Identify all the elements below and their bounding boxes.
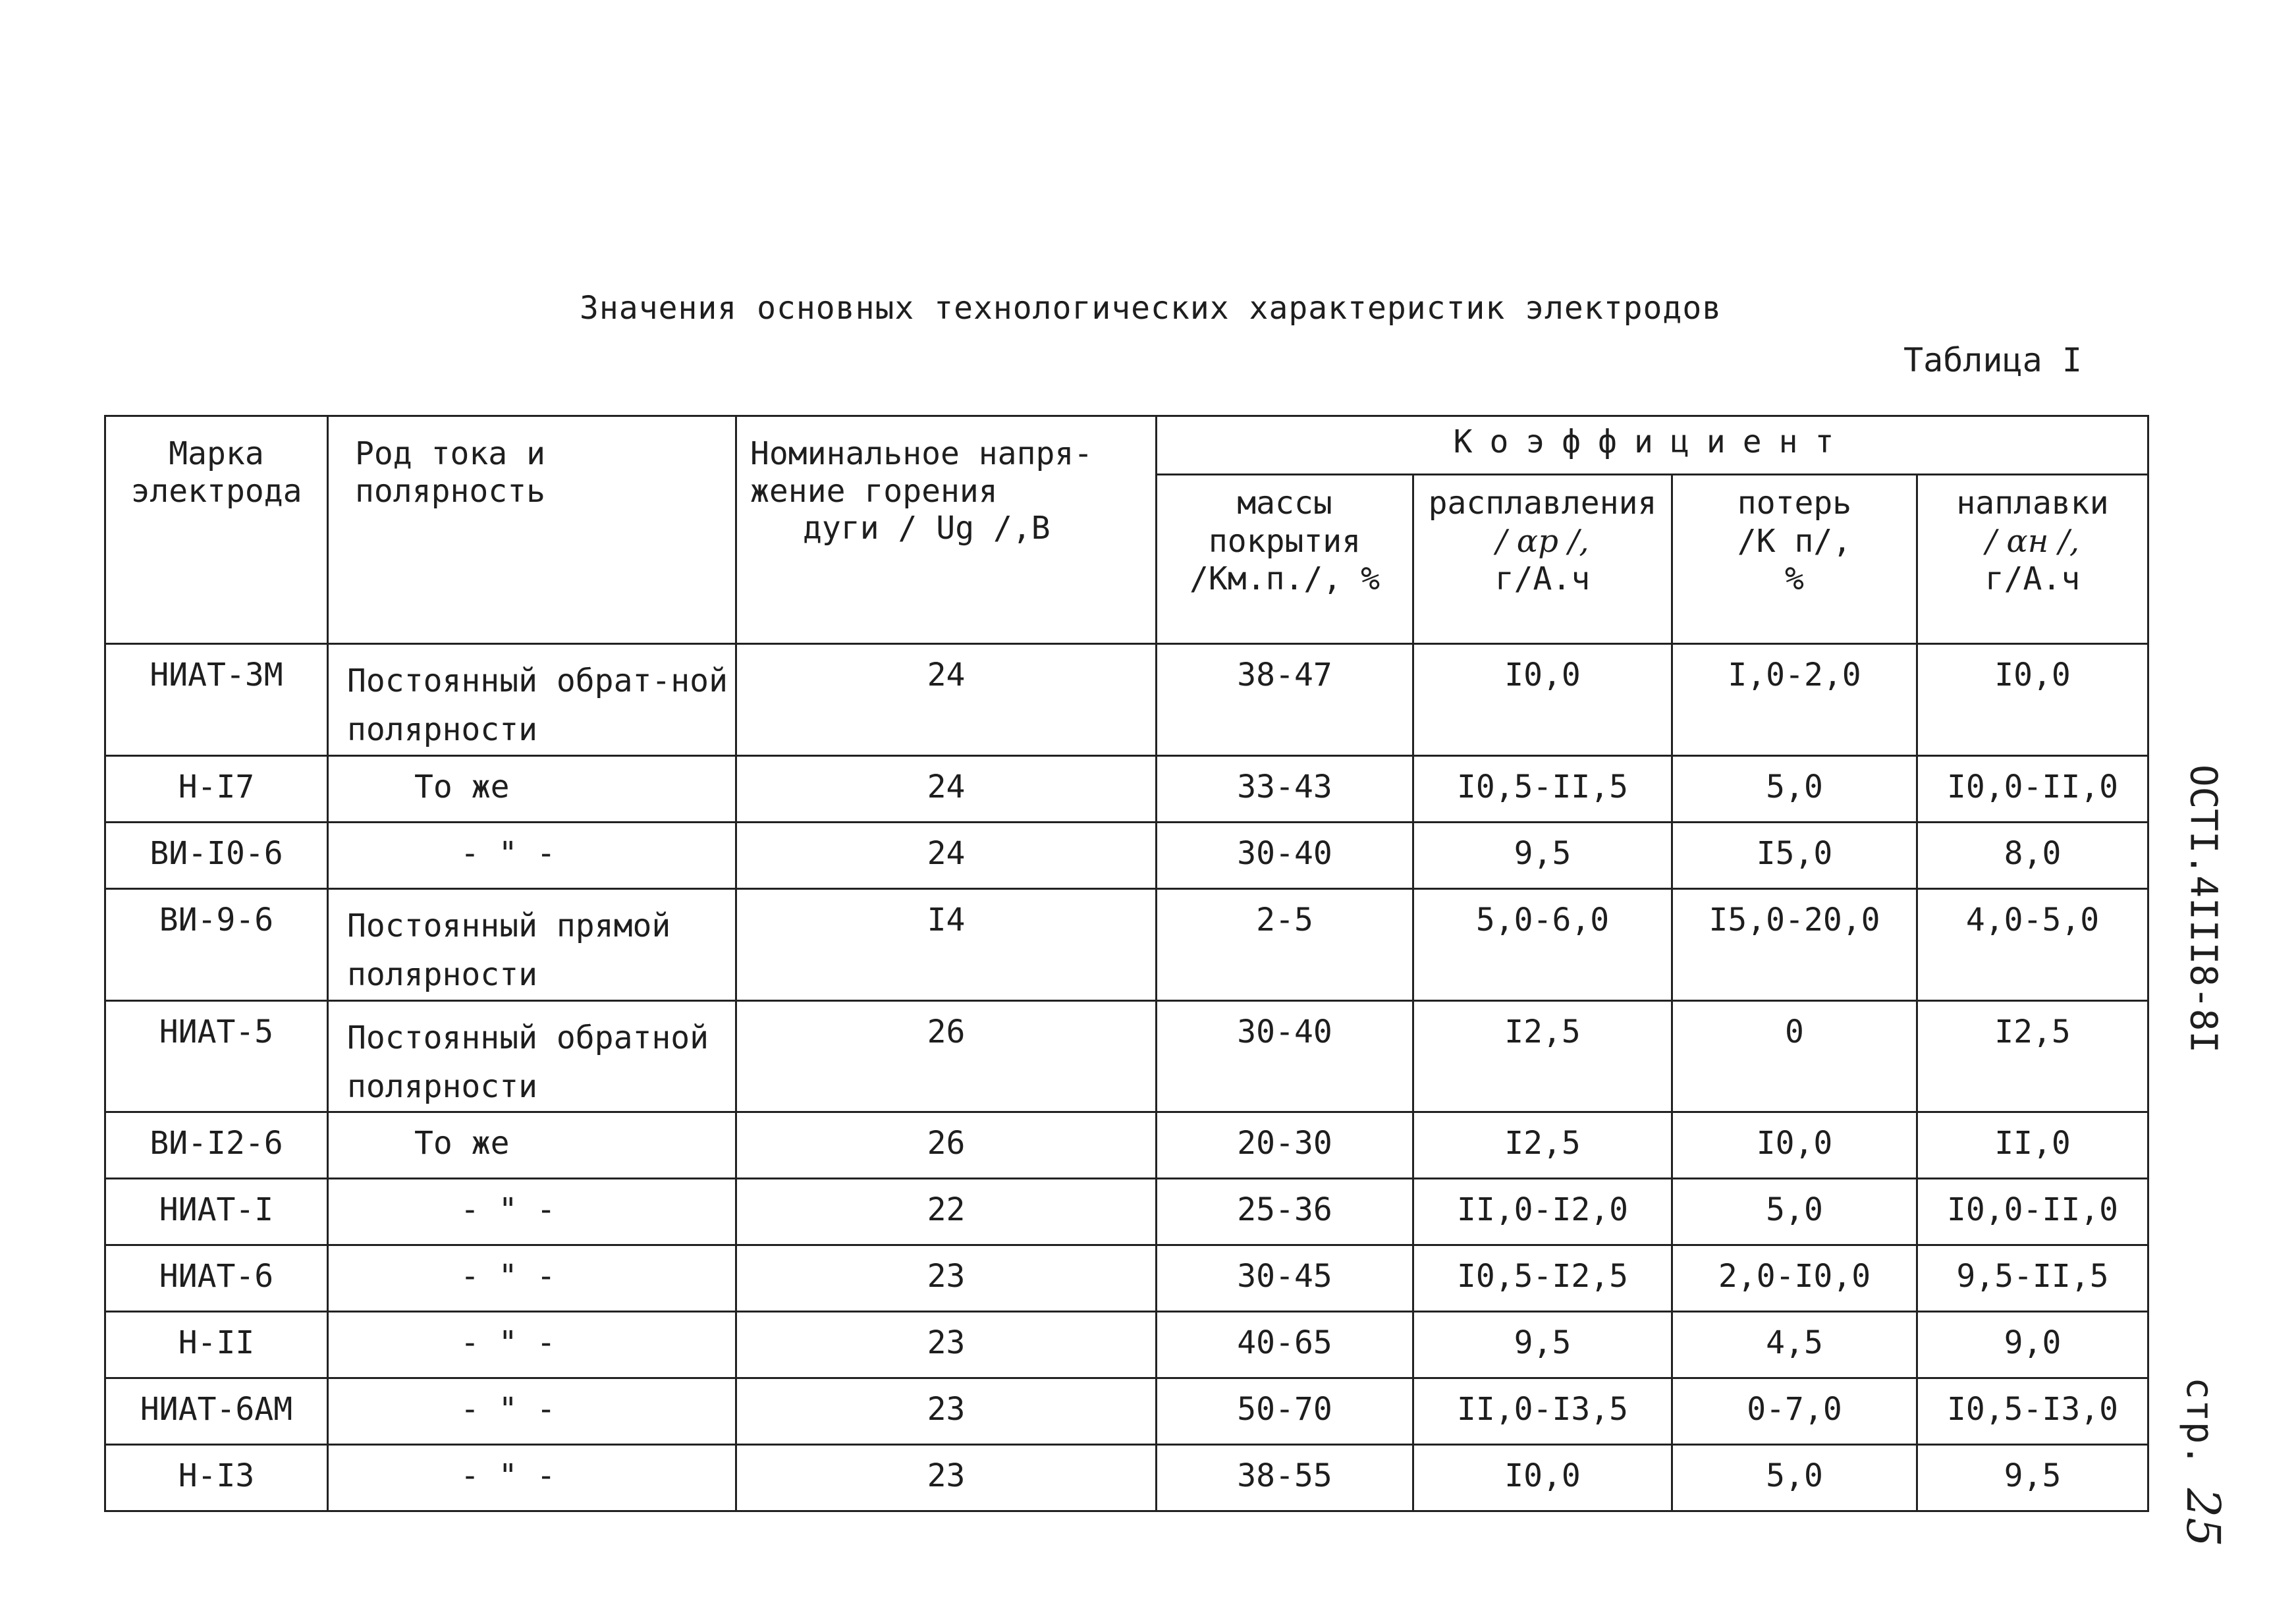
- subheader-symbol: / αр /,: [1496, 522, 1589, 560]
- cell-voltage: 24: [736, 644, 1157, 756]
- header-voltage-line: дуги / Ug /,В: [803, 510, 1051, 547]
- subheader-text: наплавки: [1956, 485, 2109, 522]
- cell-mass: 2-5: [1157, 888, 1413, 1000]
- cell-mark: НИАТ-5: [105, 1000, 328, 1112]
- cell-melting: I0,5-II,5: [1413, 755, 1672, 822]
- cell-deposition: I0,0-II,0: [1917, 1179, 2148, 1245]
- header-voltage: [736, 416, 1157, 644]
- page-number-value: 25: [2176, 1488, 2230, 1547]
- cell-voltage: 26: [736, 1112, 1157, 1179]
- cell-mass: 20-30: [1157, 1112, 1413, 1179]
- header-coefficient: Коэффициент: [1157, 416, 2148, 475]
- cell-deposition: 9,0: [1917, 1312, 2148, 1378]
- table-label: Таблица I: [1903, 341, 2082, 379]
- cell-current: - " -: [328, 1312, 736, 1378]
- cell-current: - " -: [328, 1179, 736, 1245]
- header-mark: Марка электрода: [105, 416, 328, 644]
- table-caption: Значения основных технологических характеристик электродов: [580, 290, 1722, 327]
- cell-loss: I5,0: [1672, 822, 1917, 888]
- cell-mass: 33-43: [1157, 755, 1413, 822]
- cell-mark: ВИ-9-6: [105, 888, 328, 1000]
- cell-current: Постоянный обрат-ной полярности: [328, 644, 736, 756]
- cell-mark: ВИ-I2-6: [105, 1112, 328, 1179]
- cell-mass: 40-65: [1157, 1312, 1413, 1378]
- subheader-text: г/А.ч: [1984, 560, 2081, 598]
- header-current: Род тока и полярность: [328, 416, 736, 644]
- cell-voltage: 24: [736, 822, 1157, 888]
- cell-deposition: 9,5-II,5: [1917, 1245, 2148, 1312]
- cell-mass: 50-70: [1157, 1378, 1413, 1445]
- cell-deposition: I0,5-I3,0: [1917, 1378, 2148, 1445]
- cell-voltage: 26: [736, 1000, 1157, 1112]
- cell-loss: 0-7,0: [1672, 1378, 1917, 1445]
- cell-mark: Н-I3: [105, 1445, 328, 1511]
- table-row: [105, 1312, 2148, 1378]
- table-row: [105, 1179, 2148, 1245]
- cell-loss: I,0-2,0: [1672, 644, 1917, 756]
- subheader-text: массы: [1237, 485, 1332, 522]
- cell-voltage: 22: [736, 1179, 1157, 1245]
- cell-mass: 30-40: [1157, 1000, 1413, 1112]
- cell-deposition: I0,0: [1917, 644, 2148, 756]
- table-row: [105, 1378, 2148, 1445]
- cell-melting: 5,0-6,0: [1413, 888, 1672, 1000]
- cell-melting: I0,5-I2,5: [1413, 1245, 1672, 1312]
- cell-mark: НИАТ-3М: [105, 644, 328, 756]
- subheader-melting: [1413, 475, 1672, 644]
- cell-melting: I0,0: [1413, 644, 1672, 756]
- cell-mark: НИАТ-I: [105, 1179, 328, 1245]
- cell-mark: ВИ-I0-6: [105, 822, 328, 888]
- cell-mark: Н-I7: [105, 755, 328, 822]
- header-voltage-line: жение горения: [750, 472, 998, 510]
- table-row: [105, 1112, 2148, 1179]
- cell-current: Постоянный прямой полярности: [328, 888, 736, 1000]
- cell-voltage: 23: [736, 1378, 1157, 1445]
- subheader-deposition: [1917, 475, 2148, 644]
- cell-mark: НИАТ-6АМ: [105, 1378, 328, 1445]
- cell-melting: I2,5: [1413, 1000, 1672, 1112]
- cell-loss: 5,0: [1672, 755, 1917, 822]
- cell-current: - " -: [328, 1378, 736, 1445]
- cell-mass: 38-55: [1157, 1445, 1413, 1511]
- subheader-text: /Км.п./, %: [1189, 560, 1380, 598]
- cell-melting: I0,0: [1413, 1445, 1672, 1511]
- subheader-text: покрытия: [1208, 522, 1361, 560]
- cell-current: То же: [328, 755, 736, 822]
- subheader-loss: [1672, 475, 1917, 644]
- cell-melting: 9,5: [1413, 1312, 1672, 1378]
- subheader-text: потерь: [1737, 485, 1852, 522]
- cell-current: То же: [328, 1112, 736, 1179]
- table-row: [105, 644, 2148, 756]
- cell-mass: 25-36: [1157, 1179, 1413, 1245]
- cell-deposition: I0,0-II,0: [1917, 755, 2148, 822]
- table-row: [105, 755, 2148, 822]
- cell-deposition: 8,0: [1917, 822, 2148, 888]
- cell-loss: 5,0: [1672, 1445, 1917, 1511]
- cell-loss: 4,5: [1672, 1312, 1917, 1378]
- subheader-text: г/А.ч: [1494, 560, 1591, 598]
- cell-current: - " -: [328, 1245, 736, 1312]
- cell-current: - " -: [328, 822, 736, 888]
- cell-voltage: 23: [736, 1312, 1157, 1378]
- cell-voltage: 23: [736, 1245, 1157, 1312]
- cell-deposition: II,0: [1917, 1112, 2148, 1179]
- cell-deposition: I2,5: [1917, 1000, 2148, 1112]
- cell-melting: 9,5: [1413, 822, 1672, 888]
- subheader-text: %: [1785, 560, 1804, 598]
- cell-loss: I0,0: [1672, 1112, 1917, 1179]
- subheader-text: расплавления: [1428, 485, 1657, 522]
- cell-loss: I5,0-20,0: [1672, 888, 1917, 1000]
- page-prefix: стр.: [2178, 1377, 2221, 1467]
- cell-current: Постоянный обратной полярности: [328, 1000, 736, 1112]
- cell-mass: 30-45: [1157, 1245, 1413, 1312]
- cell-mark: НИАТ-6: [105, 1245, 328, 1312]
- table-row: [105, 888, 2148, 1000]
- subheader-mass: [1157, 475, 1413, 644]
- table-row: [105, 1445, 2148, 1511]
- cell-mass: 30-40: [1157, 822, 1413, 888]
- page-number: [2176, 1377, 2230, 1547]
- cell-loss: 5,0: [1672, 1179, 1917, 1245]
- cell-voltage: 24: [736, 755, 1157, 822]
- cell-deposition: 9,5: [1917, 1445, 2148, 1511]
- header-row: [105, 416, 2148, 475]
- cell-mass: 38-47: [1157, 644, 1413, 756]
- cell-voltage: I4: [736, 888, 1157, 1000]
- table-row: [105, 1245, 2148, 1312]
- cell-voltage: 23: [736, 1445, 1157, 1511]
- document-code: ОСТI.4III8-8I: [2181, 764, 2225, 1054]
- cell-current: - " -: [328, 1445, 736, 1511]
- table-row: [105, 1000, 2148, 1112]
- table-row: [105, 822, 2148, 888]
- cell-loss: 0: [1672, 1000, 1917, 1112]
- cell-loss: 2,0-I0,0: [1672, 1245, 1917, 1312]
- electrode-characteristics-table: [104, 415, 2149, 1512]
- cell-melting: I2,5: [1413, 1112, 1672, 1179]
- cell-mark: Н-II: [105, 1312, 328, 1378]
- cell-melting: II,0-I3,5: [1413, 1378, 1672, 1445]
- header-voltage-line: Номинальное напря-: [750, 435, 1093, 472]
- cell-melting: II,0-I2,0: [1413, 1179, 1672, 1245]
- cell-deposition: 4,0-5,0: [1917, 888, 2148, 1000]
- subheader-text: /К п/,: [1737, 522, 1852, 560]
- subheader-symbol: / αн /,: [1985, 522, 2080, 560]
